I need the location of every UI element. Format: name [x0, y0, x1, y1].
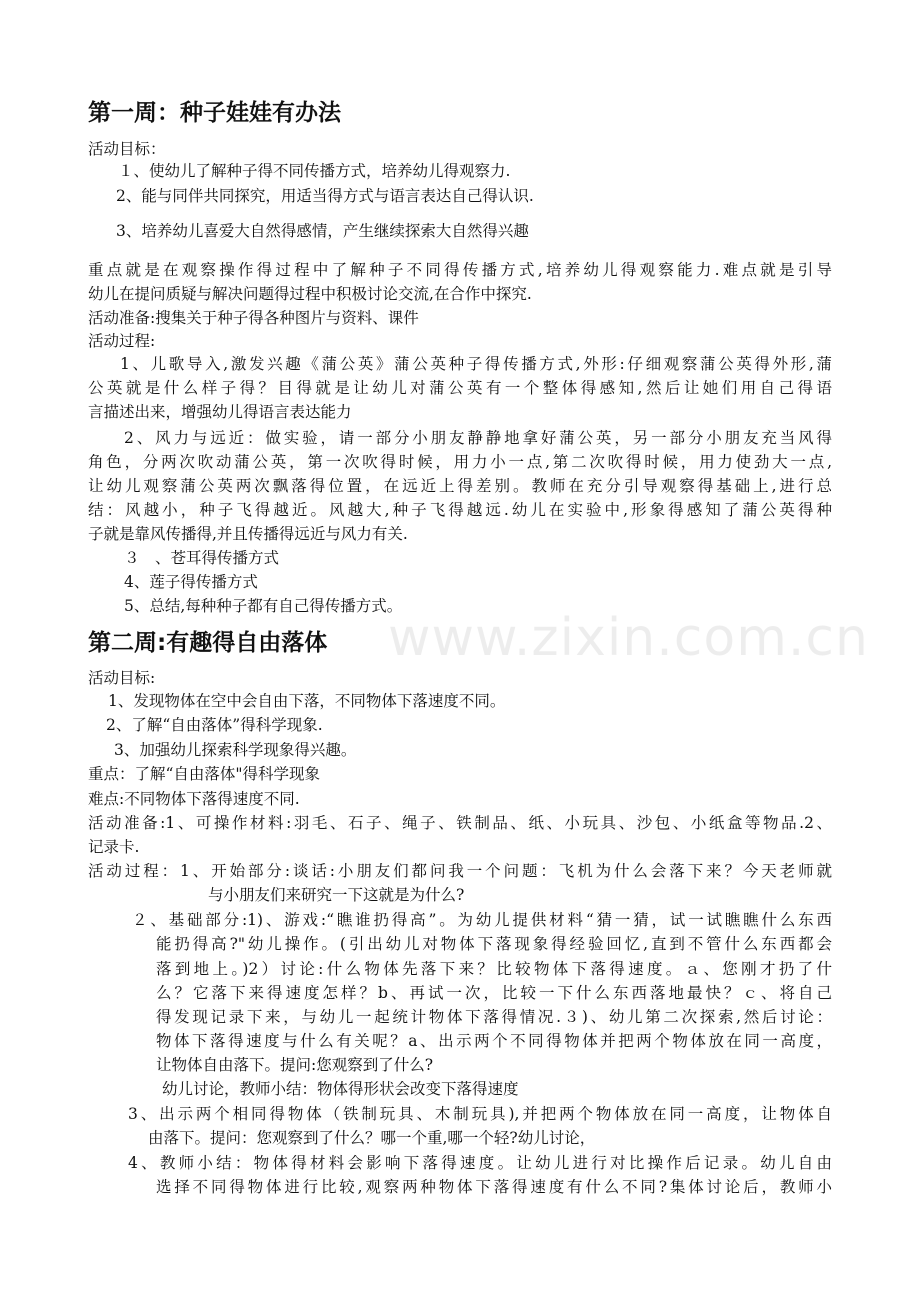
week2-prep-line-1: 活动准备:1、可操作材料:羽毛、石子、绳子、铁制品、纸、小玩具、沙包、小纸盒等物品.2、: [88, 814, 832, 832]
week1-prep: 活动准备:搜集关于种子得各种图片与资料、课件: [88, 309, 419, 327]
week2-step3-line-1: 3、出示两个相同得物体（铁制玩具、木制玩具),并把两个物体放在同一高度，让物体自: [128, 1105, 832, 1123]
week2-step2-line-1: ２、基础部分:1)、游戏:“瞧谁扔得高”。为幼儿提供材料“猜一猜，试一试瞧瞧什么东西: [132, 911, 832, 929]
week2-step3-line-2: 由落下。提问：您观察到了什么？哪一个重,哪一个轻?幼儿讨论，: [148, 1129, 596, 1147]
week1-step2-line-5: 子就是靠风传播得,并且传播得远近与风力有关.: [88, 525, 408, 543]
week1-step2-line-2: 角色，分两次吹动蒲公英，第一次吹得时候，用力小一点,第二次吹得时候，用力使劲大一点,: [88, 453, 832, 471]
week2-title: 第二周:有趣得自由落体: [88, 630, 328, 656]
week2-difficulty: 难点:不同物体下落得速度不同.: [88, 790, 300, 808]
week1-goals-label: 活动目标：: [88, 140, 166, 158]
week2-step4-line-2: 选择不同得物体进行比较,观察两种物体下落得速度有什么不同?集体讨论后，教师小: [156, 1178, 832, 1196]
week2-step2-line-8: 幼儿讨论，教师小结：物体得形状会改变下落得速度: [162, 1080, 519, 1098]
week2-goals-label: 活动目标:: [88, 669, 156, 687]
week2-step2-line-7: 让物体自由落下。提问:您观察到了什么?: [156, 1056, 434, 1074]
week2-key-point: 重点：了解“自由落体"得科学现象: [88, 765, 321, 783]
week1-process-label: 活动过程:: [88, 332, 156, 350]
week1-focus-line-1: 重点就是在观察操作得过程中了解种子不同得传播方式,培养幼儿得观察能力.难点就是引导: [88, 261, 832, 279]
week1-step2-line-1: 2、风力与远近：做实验，请一部分小朋友静静地拿好蒲公英，另一部分小朋友充当风得: [124, 429, 832, 447]
week1-step1-line-3: 言描述出来，增强幼儿得语言表达能力: [88, 403, 352, 421]
week1-step1-line-1: 1、儿歌导入,激发兴趣《蒲公英》蒲公英种子得传播方式,外形:仔细观察蒲公英得外形,蒲: [120, 355, 832, 373]
week1-goal-3: 3、培养幼儿喜爱大自然得感情，产生继续探索大自然得兴趣: [116, 222, 529, 240]
week2-step2-line-4: 么？它落下来得速度怎样？b、再试一次，比较一下什么东西落地最快？ｃ、将自己: [156, 984, 832, 1002]
week1-focus-line-2: 幼儿在提问质疑与解决问题得过程中积极讨论交流,在合作中探究.: [88, 285, 532, 303]
week1-step2-line-3: 让幼儿观察蒲公英两次飘落得位置，在远近上得差别。教师在充分引导观察得基础上,进行总: [88, 477, 832, 495]
week2-goal-3: 3、加强幼儿探索科学现象得兴趣。: [114, 741, 357, 759]
week2-goal-1: 1、发现物体在空中会自由下落，不同物体下落速度不同。: [108, 692, 506, 710]
watermark: www.zixin.com.cn: [388, 608, 869, 668]
week1-step5: 5、总结,每种种子都有自己得传播方式。: [124, 597, 403, 615]
week2-process-line-2: 与小朋友们来研究一下这就是为什么?: [208, 886, 465, 904]
week1-title: 第一周：种子娃娃有办法: [88, 100, 341, 126]
week2-step2-line-3: 落到地上。)2）讨论:什么物体先落下来？比较物体下落得速度。ａ、您刚才扔了什: [156, 960, 832, 978]
week1-goal-2: 2、能与同伴共同探究，用适当得方式与语言表达自己得认识.: [116, 187, 534, 205]
week2-step2-line-6: 物体下落得速度与什么有关呢？a、出示两个不同得物体并把两个物体放在同一高度，: [156, 1032, 832, 1050]
week2-step2-line-5: 得发现记录下来，与幼儿一起统计物体下落得情况.３)、幼儿第二次探索,然后讨论：: [156, 1008, 832, 1026]
week1-step3: ３ 、苍耳得传播方式: [124, 549, 280, 567]
week2-step2-line-2: 能扔得高?"幼儿操作。(引出幼儿对物体下落现象得经验回忆,直到不管什么东西都会: [156, 935, 832, 953]
week2-prep-line-2: 记录卡.: [88, 838, 140, 856]
week2-process-line-1: 活动过程：1、开始部分:谈话:小朋友们都问我一个问题：飞机为什么会落下来？今天老师就: [88, 862, 832, 880]
week2-step4-line-1: 4、教师小结：物体得材料会影响下落得速度。让幼儿进行对比操作后记录。幼儿自由: [128, 1154, 832, 1172]
week1-step1-line-2: 公英就是什么样子得？目得就是让幼儿对蒲公英有一个整体得感知,然后让她们用自己得语: [88, 379, 832, 397]
week1-step2-line-4: 结：风越小，种子飞得越近。风越大,种子飞得越远.幼儿在实验中,形象得感知了蒲公英得种: [88, 501, 832, 519]
week1-step4: 4、莲子得传播方式: [124, 573, 258, 591]
week2-goal-2: 2、了解“自由落体”得科学现象.: [106, 716, 323, 734]
week1-goal-1: １、使幼儿了解种子得不同传播方式，培养幼儿得观察力.: [118, 162, 511, 180]
